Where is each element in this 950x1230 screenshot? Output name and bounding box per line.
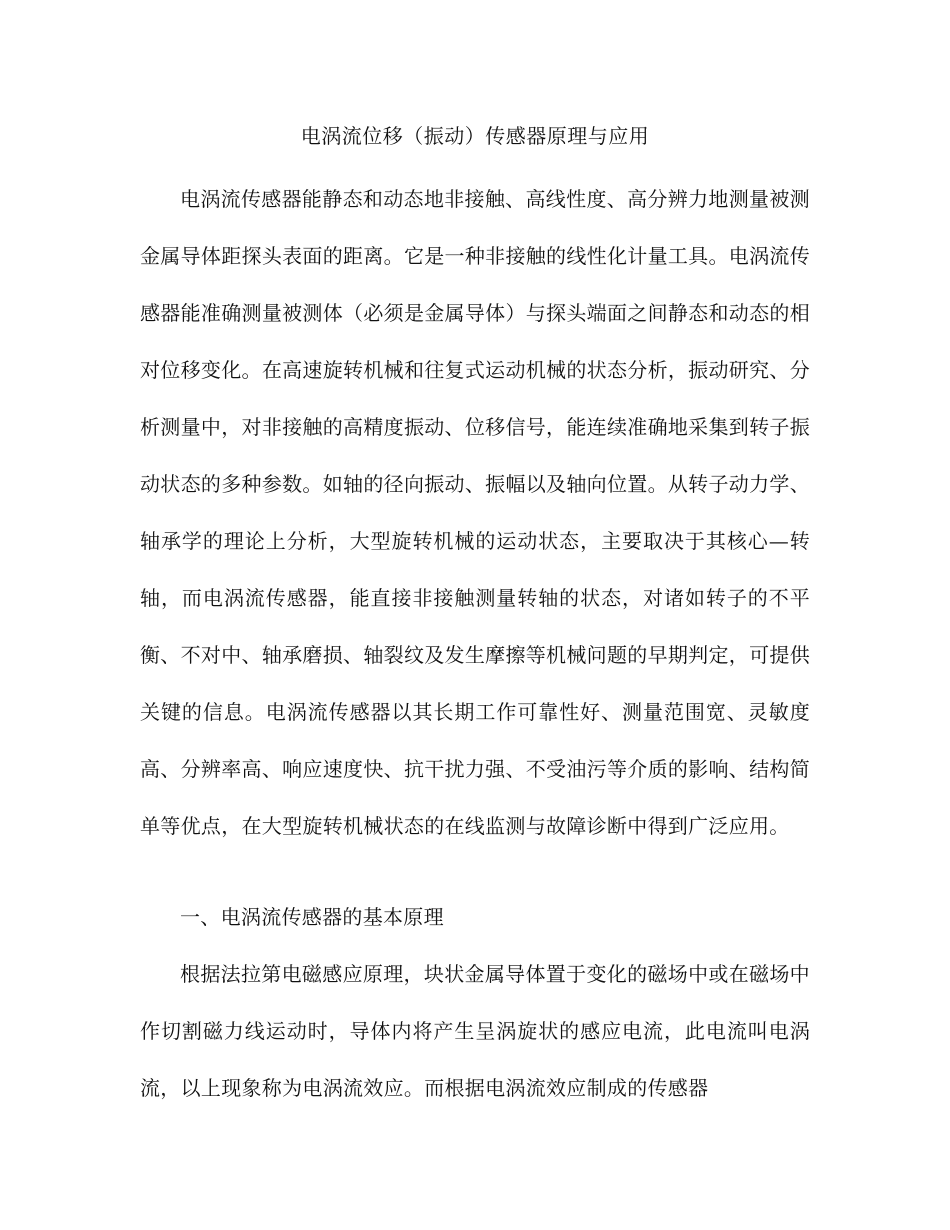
document-title: 电涡流位移（振动）传感器原理与应用 xyxy=(300,124,650,148)
section-heading: 一、电涡流传感器的基本原理 xyxy=(180,905,444,929)
paragraph-intro: 电涡流传感器能静态和动态地非接触、高线性度、高分辨力地测量被测金属导体距探头表面的距离。它是一种非接触的线性化计量工具。电涡流传感器能准确测量被测体（必须是金属导体）与探头端面之间静态和动态的相对位移变化。在高速旋转机械和往复式运动机械的状态分析，振动研究、分析测量中，对非接触的高精度振动、位移信号，能连续准确地采集到转子振动状态的多种参数。如轴的径向振动、振幅以及轴向位置。从转子动力学、轴承学的理论上分析，大型旋转机械的运动状态，主要取决于其核心—转轴，而电涡流传感器，能直接非接触测量转轴的状态，对诸如转子的不平衡、不对中、轴承磨损、轴裂纹及发生摩擦等机械问题的早期判定，可提供关键的信息。电涡流传感器以其长期工作可靠性好、测量范围宽、灵敏度高、分辨率高、响应速度快、抗干扰力强、不受油污等介质的影响、结构简单等优点，在大型旋转机械状态的在线监测与故障诊断中得到广泛应用。 xyxy=(140,187,810,838)
paragraph-principle: 根据法拉第电磁感应原理，块状金属导体置于变化的磁场中或在磁场中作切割磁力线运动时，导体内将产生呈涡旋状的感应电流，此电流叫电涡流，以上现象称为电涡流效应。而根据电涡流效应制成的传感器 xyxy=(140,962,810,1100)
